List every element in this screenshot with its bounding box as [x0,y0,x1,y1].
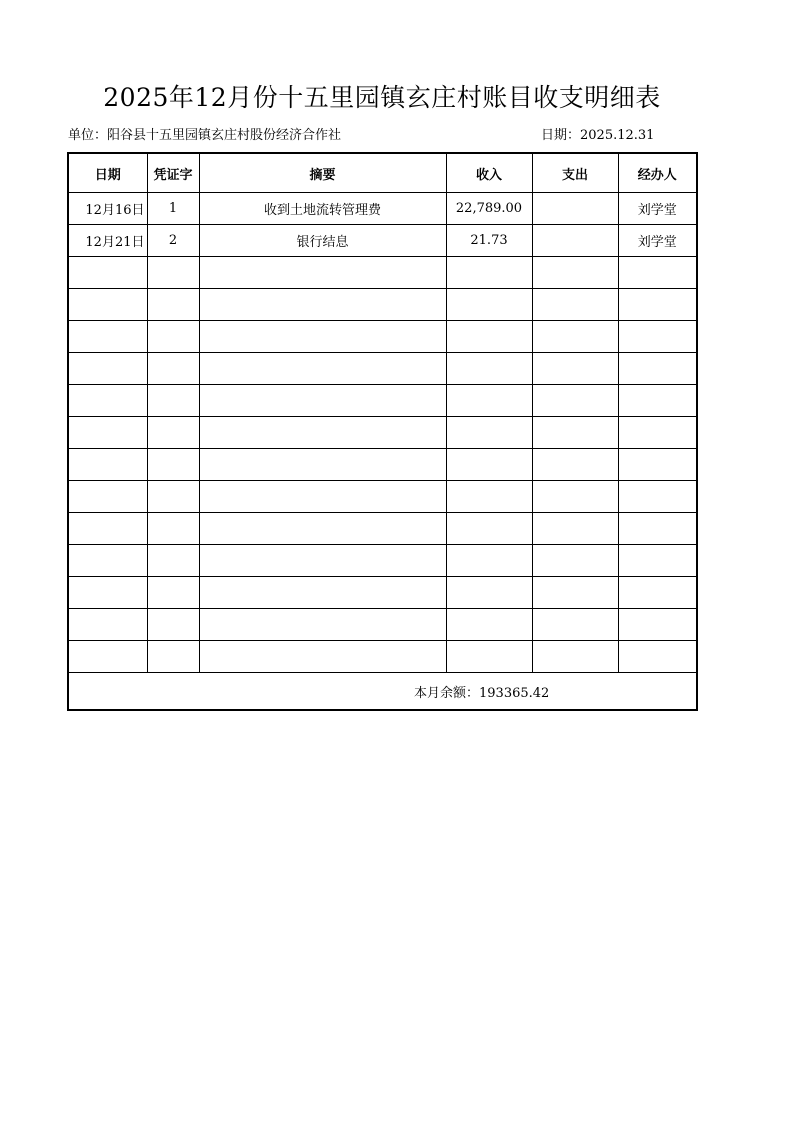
cell-expense [532,193,618,225]
table-header-row [68,153,697,193]
cell-handler: 刘学堂 [618,225,697,257]
cell-expense [532,225,618,257]
empty-row [68,641,697,673]
table-row [68,193,697,225]
empty-row [68,353,697,385]
cell-income: 22,789.00 [446,193,532,225]
cell-income: 21.73 [446,225,532,257]
balance-row [68,673,697,711]
cell-date: 12月16日 [68,193,147,225]
header-voucher: 凭证字 [147,153,199,193]
empty-row [68,577,697,609]
empty-row [68,481,697,513]
cell-voucher: 2 [147,225,199,257]
ledger-table [67,152,698,711]
month-balance: 本月余额：193365.42 [68,673,697,711]
header-handler: 经办人 [618,153,697,193]
header-summary: 摘要 [199,153,446,193]
cell-handler: 刘学堂 [618,193,697,225]
header-expense: 支出 [532,153,618,193]
cell-date: 12月21日 [68,225,147,257]
empty-row [68,417,697,449]
empty-row [68,545,697,577]
empty-row [68,385,697,417]
header-income: 收入 [446,153,532,193]
cell-voucher: 1 [147,193,199,225]
empty-row [68,513,697,545]
empty-row [68,321,697,353]
page-title: 2025年12月份十五里园镇玄庄村账目收支明细表 [103,83,661,112]
empty-row [68,257,697,289]
cell-summary: 银行结息 [199,225,446,257]
cell-summary: 收到土地流转管理费 [199,193,446,225]
empty-row [68,609,697,641]
unit-label: 单位：阳谷县十五里园镇玄庄村股份经济合作社 [68,128,342,143]
table-row [68,225,697,257]
date-label: 日期：2025.12.31 [541,128,655,143]
empty-row [68,289,697,321]
empty-row [68,449,697,481]
header-date: 日期 [68,153,147,193]
